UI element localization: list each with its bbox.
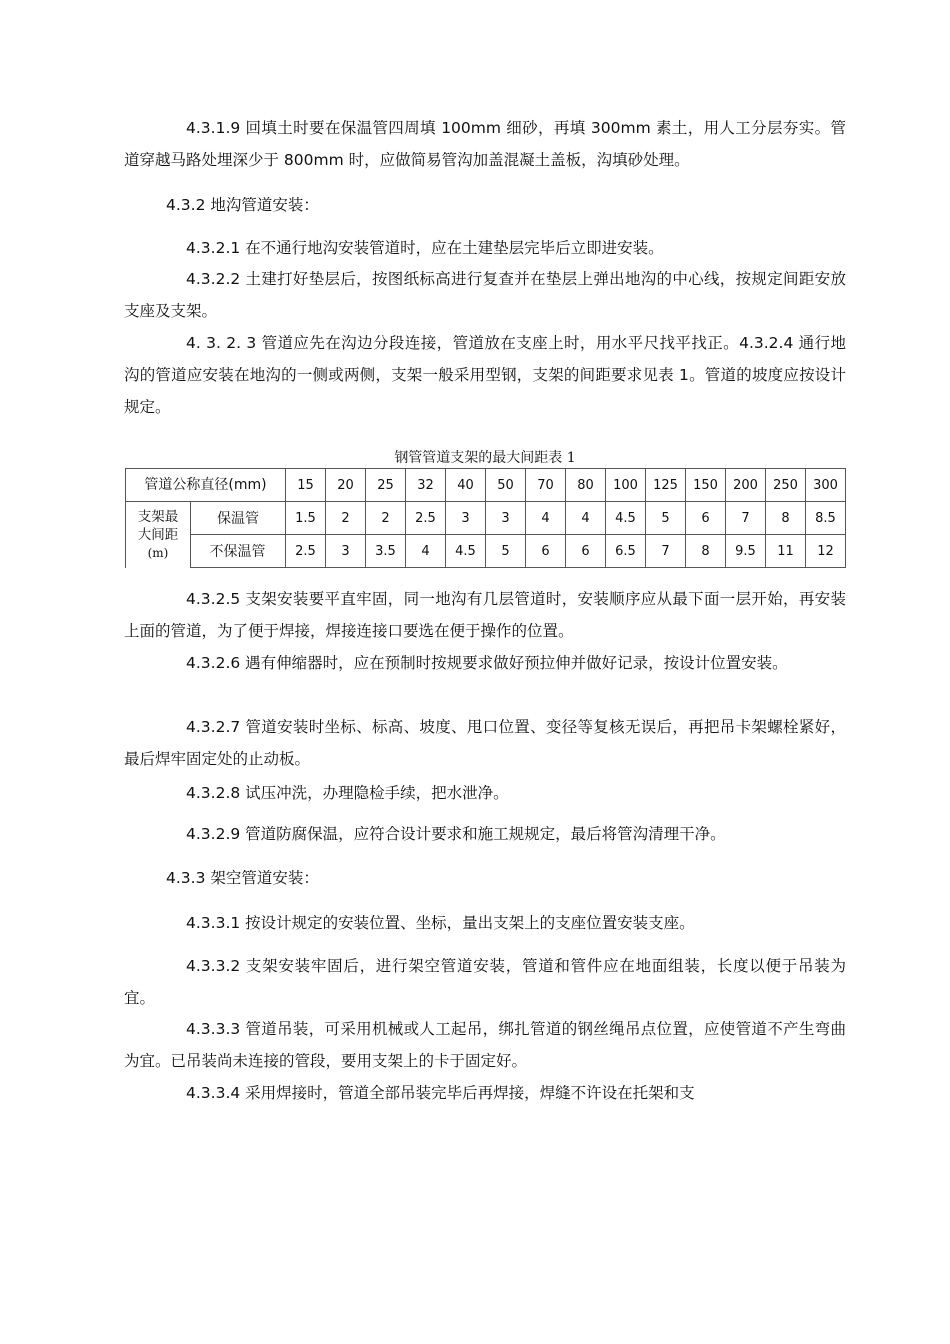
paragraph-4-3-3-3: 4.3.3.3 管道吊装，可采用机械或人工起吊，绑扎管道的钢丝绳吊点位置，应使管道不产生弯曲为宜。已吊装尚未连接的管段，要用支架上的卡于固定好。 <box>124 1020 846 1070</box>
table-cell: 5 <box>646 502 686 535</box>
table-cell: 9.5 <box>726 535 766 568</box>
paragraph-4-3-1-9: 4.3.1.9 回填土时要在保温管四周填 100mm 细砂，再填 300mm 素土，用人工分层夯实。管道穿越马路处埋深少于 800mm 时，应做简易管沟加盖混凝土盖板，沟填砂处理。 <box>124 119 846 169</box>
table-cell: 2 <box>366 502 406 535</box>
row-label-uninsulated: 不保温管 <box>209 544 266 560</box>
group-label-line2: 大间距 <box>137 527 179 543</box>
table-cell: 7 <box>646 535 686 568</box>
table-cell: 6 <box>686 502 726 535</box>
table-cell: 2 <box>326 502 366 535</box>
table-header-row <box>126 469 846 502</box>
paragraph-4-3-3-2: 4.3.3.2 支架安装牢固后，进行架空管道安装，管道和管件应在地面组装，长度以便于吊装为宜。 <box>124 957 846 1007</box>
diameter-cell: 150 <box>686 469 726 502</box>
paragraph-4-3-3-1: 4.3.3.1 按设计规定的安装位置、坐标，量出支架上的支座位置安装支座。 <box>186 914 695 932</box>
diameter-cell: 50 <box>486 469 526 502</box>
diameter-cell: 25 <box>366 469 406 502</box>
table-row-insulated <box>126 502 846 535</box>
paragraph-4-3-2-1: 4.3.2.1 在不通行地沟安装管道时，应在土建垫层完毕后立即进安装。 <box>186 239 664 257</box>
table-row-uninsulated <box>126 535 846 568</box>
table-cell: 12 <box>806 535 846 568</box>
paragraph-4-3-2-8: 4.3.2.8 试压冲洗，办理隐检手续，把水泄净。 <box>186 784 509 802</box>
heading-4-3-3: 4.3.3 架空管道安装： <box>166 869 319 887</box>
table-cell: 7 <box>726 502 766 535</box>
diameter-cell: 15 <box>286 469 326 502</box>
table-cell: 5 <box>486 535 526 568</box>
table-cell: 6 <box>566 535 606 568</box>
diameter-cell: 32 <box>406 469 446 502</box>
diameter-cell: 300 <box>806 469 846 502</box>
row-label-insulated: 保温管 <box>217 511 259 527</box>
paragraph-4-3-2-3: 4. 3. 2. 3 管道应先在沟边分段连接，管道放在支座上时，用水平尺找平找正。4.3.2.4 通行地沟的管道应安装在地沟的一侧或两侧，支架一般采用型钢，支架的间距要求见表 1。管道的坡度应按设计规定。 <box>124 334 846 416</box>
group-label-line3: (m) <box>147 546 169 560</box>
paragraph-4-3-2-9: 4.3.2.9 管道防腐保温，应符合设计要求和施工规规定，最后将管沟清理干净。 <box>186 825 726 843</box>
table-cell: 6 <box>526 535 566 568</box>
table-cell: 1.5 <box>286 502 326 535</box>
table-cell: 3 <box>446 502 486 535</box>
paragraph-4-3-2-2: 4.3.2.2 土建打好垫层后，按图纸标高进行复查并在垫层上弹出地沟的中心线，按规定间距安放支座及支架。 <box>124 270 846 320</box>
table-cell: 3 <box>326 535 366 568</box>
table-cell: 8 <box>766 502 806 535</box>
table-cell: 6.5 <box>606 535 646 568</box>
paragraph-4-3-3-4: 4.3.3.4 采用焊接时，管道全部吊装完毕后再焊接，焊缝不许设在托架和支 <box>186 1084 695 1102</box>
diameter-header-cell: 管道公称直径(mm) <box>126 469 286 502</box>
paragraph-4-3-2-6: 4.3.2.6 遇有伸缩器时，应在预制时按规要求做好预拉伸并做好记录，按设计位置安装。 <box>186 654 788 672</box>
diameter-cell: 40 <box>446 469 486 502</box>
table-cell: 3 <box>486 502 526 535</box>
paragraph-4-3-2-5: 4.3.2.5 支架安装要平直牢固，同一地沟有几层管道时，安装顺序应从最下面一层开始，再安装上面的管道，为了便于焊接，焊接连接口要选在便于操作的位置。 <box>124 590 846 640</box>
diameter-cell: 70 <box>526 469 566 502</box>
heading-4-3-2: 4.3.2 地沟管道安装： <box>166 196 319 214</box>
diameter-cell: 20 <box>326 469 366 502</box>
support-spacing-table <box>125 468 846 568</box>
table-cell: 11 <box>766 535 806 568</box>
table-cell: 2.5 <box>406 502 446 535</box>
diameter-cell: 100 <box>606 469 646 502</box>
group-label <box>126 502 191 568</box>
table-cell: 4.5 <box>446 535 486 568</box>
table-cell: 4 <box>526 502 566 535</box>
table-cell: 4.5 <box>606 502 646 535</box>
table-cell: 2.5 <box>286 535 326 568</box>
paragraph-4-3-2-7: 4.3.2.7 管道安装时坐标、标高、坡度、甩口位置、变径等复核无误后，再把吊卡架螺栓紧好，最后焊牢固定处的止动板。 <box>124 718 846 768</box>
table-cell: 8 <box>686 535 726 568</box>
group-label-line1: 支架最 <box>137 509 179 525</box>
table-cell: 3.5 <box>366 535 406 568</box>
table-cell: 4 <box>566 502 606 535</box>
table-cell: 4 <box>406 535 446 568</box>
diameter-cell: 250 <box>766 469 806 502</box>
diameter-cell: 200 <box>726 469 766 502</box>
table-caption: 钢管管道支架的最大间距表 1 <box>394 450 576 466</box>
table-cell: 8.5 <box>806 502 846 535</box>
diameter-cell: 125 <box>646 469 686 502</box>
diameter-cell: 80 <box>566 469 606 502</box>
